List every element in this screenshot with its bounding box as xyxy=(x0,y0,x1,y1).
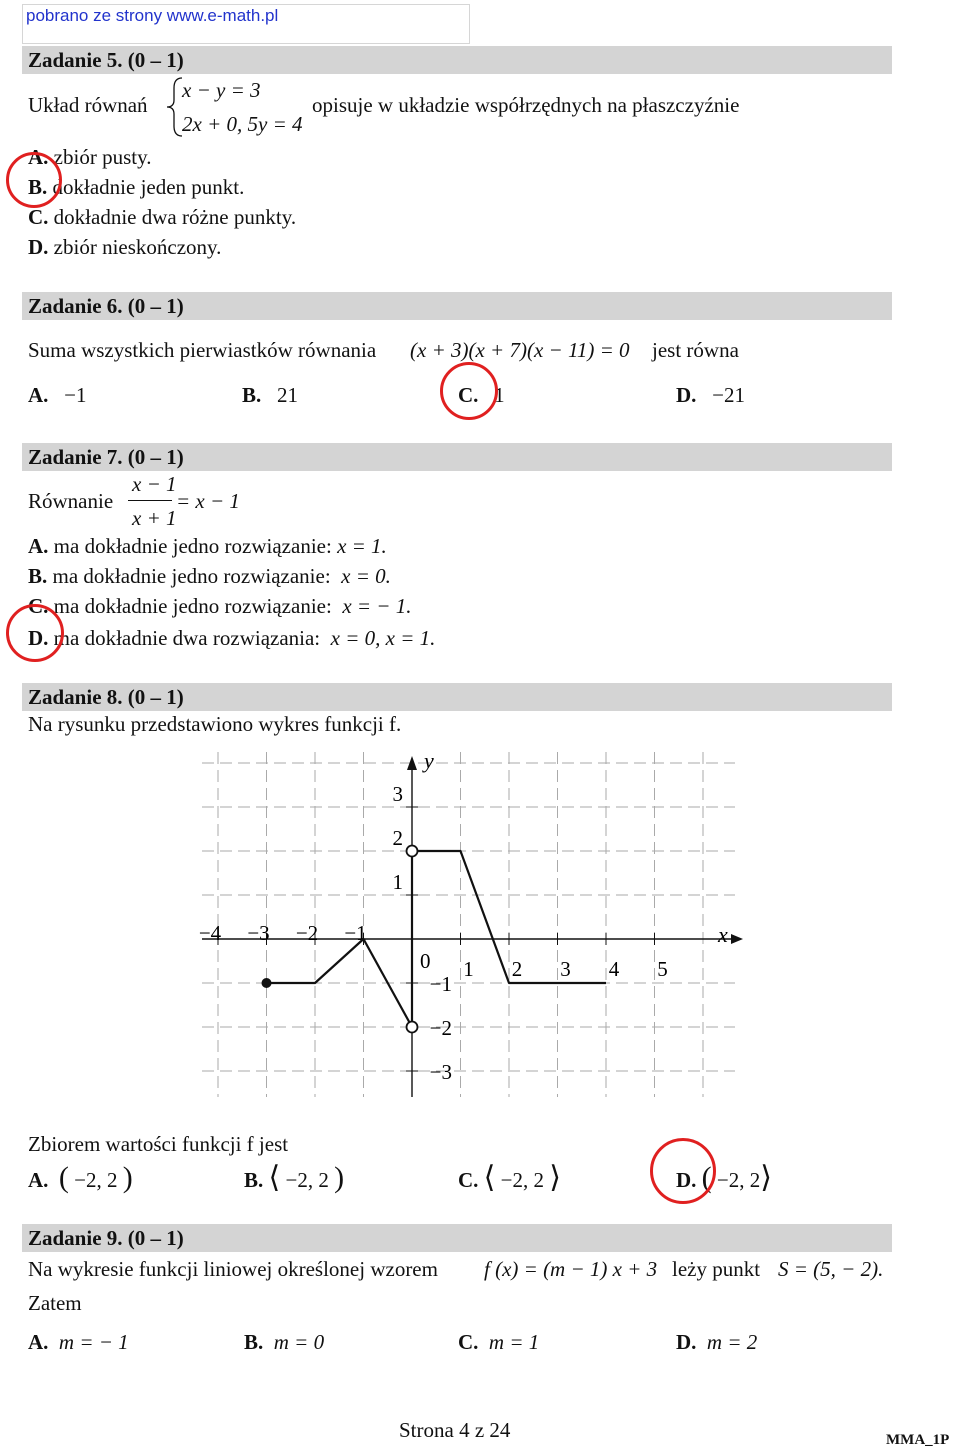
task-5-option-c[interactable]: C. dokładnie dwa różne punkty. xyxy=(28,205,297,229)
grid xyxy=(202,752,735,1097)
y-tick-label: 2 xyxy=(392,826,403,850)
task-7-title: Zadanie 7. (0 – 1) xyxy=(28,445,184,469)
task-5-option-b[interactable]: B. dokładnie jeden punkt. xyxy=(28,175,245,199)
task-7-rhs: = x − 1 xyxy=(176,489,240,513)
task-7-option-a[interactable]: A. ma dokładnie jedno rozwiązanie: x = 1. xyxy=(28,534,387,558)
x-tick-label: −1 xyxy=(344,921,367,945)
open-point xyxy=(407,1022,418,1033)
task-8-option-d[interactable]: D. ( −2, 2⟩ xyxy=(676,1161,772,1194)
task-5-option-a[interactable]: A. zbiór pusty. xyxy=(28,145,152,169)
task-7-option-d[interactable]: D. ma dokładnie dwa rozwiązania: x = 0, x = 1. xyxy=(28,626,436,650)
y-tick-label: −3 xyxy=(429,1060,452,1084)
task-9-title-bar xyxy=(22,1224,892,1252)
closed-point xyxy=(262,978,272,988)
task-9-tail: Zatem xyxy=(28,1291,82,1315)
task-9-option-a[interactable]: A. m = − 1 xyxy=(28,1330,129,1354)
system-equation-2: 2x + 0, 5y = 4 xyxy=(182,112,303,136)
task-7-text: Równanie xyxy=(28,489,114,513)
x-tick-label: 3 xyxy=(560,957,571,981)
fraction-numerator: x − 1 xyxy=(132,472,177,496)
page-number: Strona 4 z 24 xyxy=(399,1418,511,1442)
tick-labels xyxy=(199,748,728,1084)
task-9-option-b[interactable]: B. m = 0 xyxy=(244,1330,325,1354)
x-tick-label: −2 xyxy=(295,921,319,945)
source-link[interactable]: pobrano ze strony www.e-math.pl xyxy=(26,6,279,25)
y-tick-label: −1 xyxy=(429,972,452,996)
task-6-text: Suma wszystkich pierwiastków równania xyxy=(28,338,377,362)
task-8-intro: Na rysunku przedstawiono wykres funkcji f. xyxy=(28,712,402,736)
x-tick-label: 2 xyxy=(511,957,523,981)
x-tick-label: 4 xyxy=(608,957,620,981)
y-tick-label: 1 xyxy=(392,870,403,894)
task-6-option-b[interactable]: B. 21 xyxy=(242,383,299,407)
x-tick-label: −4 xyxy=(198,921,222,945)
x-axis-label: x xyxy=(718,922,728,947)
task-8-option-a[interactable]: A. ( −2, 2 ) xyxy=(28,1161,133,1194)
system-equation-1: x − y = 3 xyxy=(182,78,261,102)
task-6-tail: jest równa xyxy=(652,338,739,362)
origin-label: 0 xyxy=(420,949,431,973)
open-point xyxy=(407,846,418,857)
task-5-title: Zadanie 5. (0 – 1) xyxy=(28,48,184,72)
task-8-option-c[interactable]: C. ⟨ −2, 2 ⟩ xyxy=(458,1161,561,1194)
task-8-question: Zbiorem wartości funkcji f jest xyxy=(28,1132,289,1156)
x-tick-label: −3 xyxy=(247,921,270,945)
task-6-option-a[interactable]: A. −1 xyxy=(28,383,87,407)
task-9-option-c[interactable]: C. m = 1 xyxy=(458,1330,540,1354)
task-9-title: Zadanie 9. (0 – 1) xyxy=(28,1226,184,1250)
task-6-option-d[interactable]: D. −21 xyxy=(676,383,746,407)
fraction-denominator: x + 1 xyxy=(132,506,177,530)
x-tick-label: 5 xyxy=(657,957,668,981)
y-tick-label: 3 xyxy=(392,782,403,806)
x-axis-arrow xyxy=(731,934,743,944)
exam-code: MMA_1P xyxy=(886,1432,950,1448)
y-axis-label: y xyxy=(424,748,434,773)
task-9-point: S = (5, − 2). xyxy=(778,1257,884,1281)
answer-mark-task-8 xyxy=(650,1138,716,1204)
task-5-tail: opisuje w układzie współrzędnych na płaszczyźnie xyxy=(312,93,740,117)
task-9-mid: leży punkt xyxy=(672,1257,761,1281)
task-9-formula: f (x) = (m − 1) x + 3 xyxy=(484,1257,658,1281)
task-7-option-c[interactable]: C. ma dokładnie jedno rozwiązanie: x = − 1. xyxy=(28,594,412,618)
task-8-title: Zadanie 8. (0 – 1) xyxy=(28,685,184,709)
y-tick-label: −2 xyxy=(429,1016,452,1040)
task-8-option-b[interactable]: B. ⟨ −2, 2 ) xyxy=(244,1161,345,1194)
task-9-text: Na wykresie funkcji liniowej określonej wzorem xyxy=(28,1257,438,1281)
task-6-title: Zadanie 6. (0 – 1) xyxy=(28,294,184,318)
task-9-option-d[interactable]: D. m = 2 xyxy=(676,1330,758,1354)
task-5-option-d[interactable]: D. zbiór nieskończony. xyxy=(28,235,222,259)
task-7-option-b[interactable]: B. ma dokładnie jedno rozwiązanie: x = 0. xyxy=(28,564,391,588)
task-6-option-c[interactable]: C. 1 xyxy=(458,383,505,407)
x-tick-label: 1 xyxy=(463,957,474,981)
task-5-intro: Układ równań xyxy=(28,93,148,117)
task-6-equation: (x + 3)(x + 7)(x − 11) = 0 xyxy=(410,338,630,362)
